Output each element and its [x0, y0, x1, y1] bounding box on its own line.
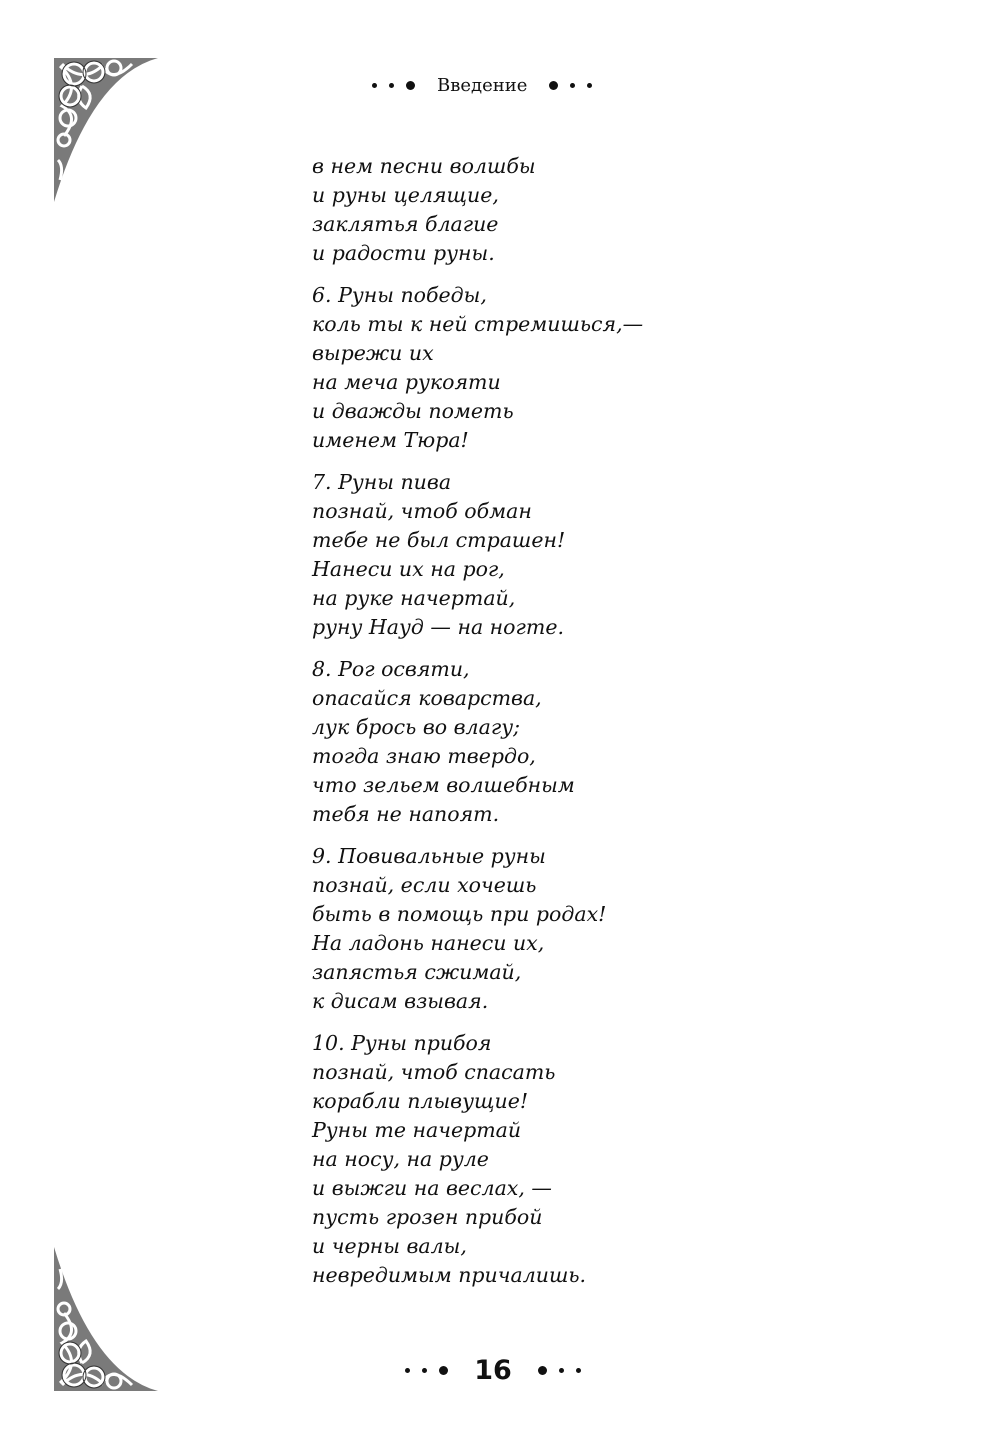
dot-separator [538, 1366, 547, 1375]
poem-line: коль ты к ней стремишься,— [312, 312, 644, 336]
poem-line: тебя не напоят. [312, 802, 500, 826]
poem-line: Руны те начертай [312, 1118, 522, 1142]
poem-line: Нанеси их на рог, [312, 557, 505, 581]
poem-line: и черны валы, [312, 1234, 467, 1258]
page-folio [0, 1350, 986, 1390]
dot-separator [549, 81, 558, 90]
dot-separator [576, 1368, 581, 1373]
poem-line: познай, чтоб спасать [312, 1060, 556, 1084]
dot-separator [422, 1368, 427, 1373]
poem-line: в нем песни волшбы [312, 154, 536, 178]
dot-separator [587, 83, 592, 88]
poem-line: на меча рукояти [312, 370, 501, 394]
running-head-title: Введение [437, 74, 528, 96]
poem-line: тебе не был страшен! [312, 528, 566, 552]
poem-line: и выжги на веслах, — [312, 1176, 552, 1200]
stanza [312, 152, 732, 268]
dot-separator [559, 1368, 564, 1373]
poem-line: вырежи их [312, 341, 434, 365]
poem-line: познай, если хочешь [312, 873, 537, 897]
poem-body [312, 152, 732, 1303]
poem-line: 7. Руны пива [312, 470, 452, 494]
celtic-corner-ornament-top-icon [52, 56, 162, 204]
stanza [312, 655, 732, 829]
poem-line: 6. Руны победы, [312, 283, 487, 307]
poem-line: невредимым причалишь. [312, 1263, 587, 1287]
dot-separator [389, 83, 394, 88]
dot-separator [570, 83, 575, 88]
poem-line: познай, чтоб обман [312, 499, 532, 523]
dot-separator [372, 83, 377, 88]
dot-separator [405, 1368, 410, 1373]
page-number: 16 [474, 1354, 512, 1386]
poem-line: и радости руны. [312, 241, 495, 265]
stanza [312, 842, 732, 1016]
stanza [312, 1029, 732, 1290]
poem-line: 10. Руны прибоя [312, 1031, 492, 1055]
stanza [312, 281, 732, 455]
poem-line: именем Тюра! [312, 428, 469, 452]
running-head [372, 70, 652, 100]
poem-line: быть в помощь при родах! [312, 902, 607, 926]
stanza [312, 468, 732, 642]
poem-line: руну Науд — на ногте. [312, 615, 564, 639]
poem-line: на носу, на руле [312, 1147, 489, 1171]
poem-line: к дисам взывая. [312, 989, 489, 1013]
poem-line: что зельем волшебным [312, 773, 575, 797]
dot-separator [439, 1366, 448, 1375]
poem-line: и дважды пометь [312, 399, 514, 423]
poem-line: 8. Рог освяти, [312, 657, 470, 681]
poem-line: лук брось во влагу; [312, 715, 520, 739]
poem-line: 9. Повивальные руны [312, 844, 546, 868]
poem-line: корабли плывущие! [312, 1089, 529, 1113]
poem-line: на руке начертай, [312, 586, 516, 610]
poem-line: заклятья благие [312, 212, 499, 236]
dot-separator [406, 81, 415, 90]
poem-line: тогда знаю твердо, [312, 744, 536, 768]
poem-line: пусть грозен прибой [312, 1205, 543, 1229]
poem-line: опасайся коварства, [312, 686, 542, 710]
poem-line: и руны целящие, [312, 183, 499, 207]
poem-line: На ладонь нанеси их, [312, 931, 545, 955]
poem-line: запястья сжимай, [312, 960, 522, 984]
